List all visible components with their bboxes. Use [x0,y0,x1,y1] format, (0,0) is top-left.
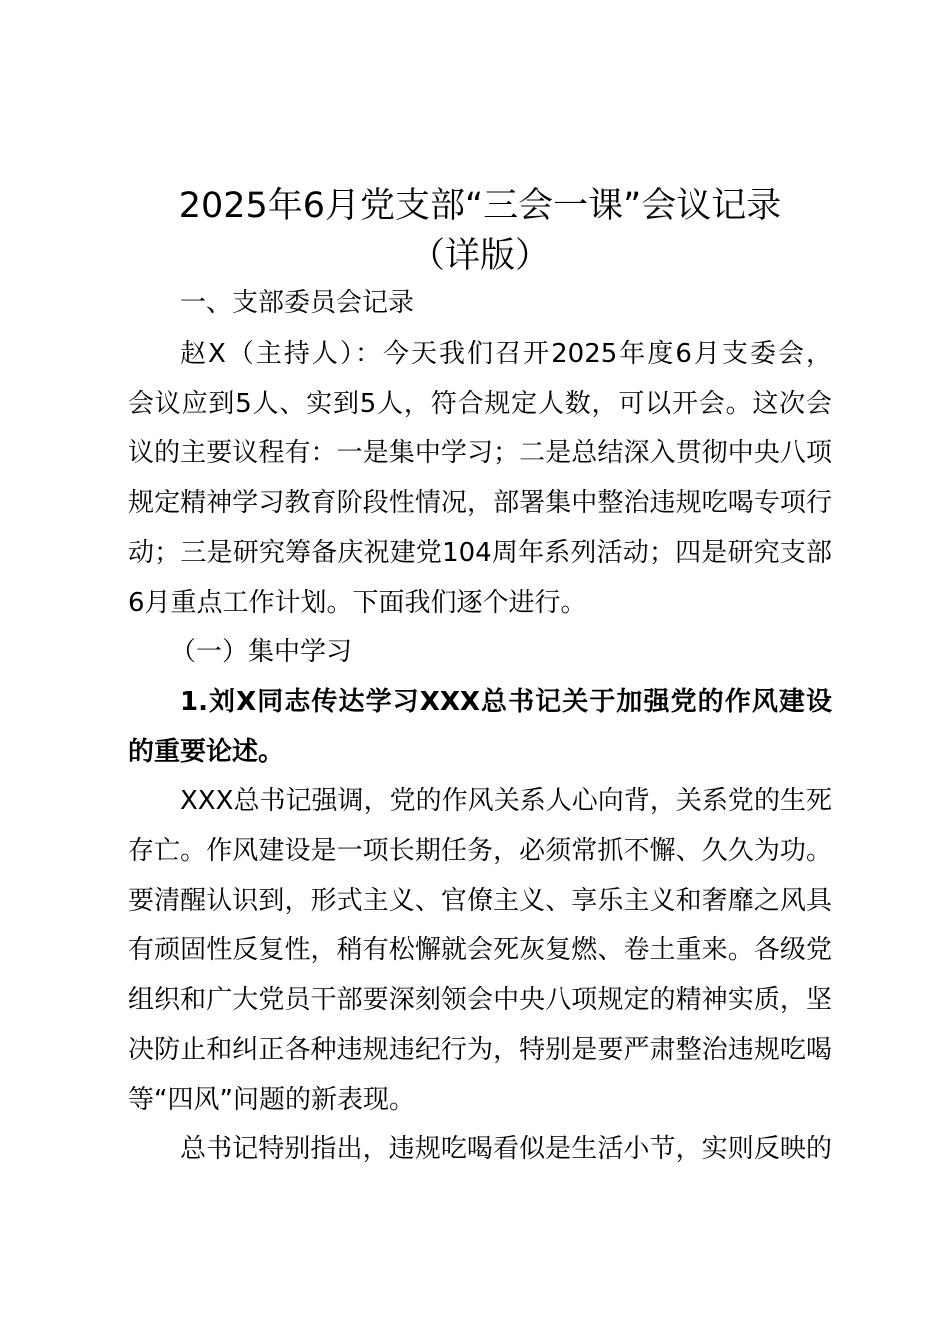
document-title: 2025年6月党支部“三会一课”会议记录 [178,186,782,226]
paragraph-line: 要清醒认识到，形式主义、官僚主义、享乐主义和奢靡之风具 [128,886,832,916]
paragraph-line: 组织和广大党员干部要深刻领会中央八项规定的精神实质，坚 [128,985,832,1015]
paragraph-line: 6月重点工作计划。下面我们逐个进行。 [128,588,587,618]
subsection-heading-study: （一）集中学习 [170,637,353,667]
paragraph-line: 有顽固性反复性，稍有松懈就会死灰复燃、卷土重来。各级党 [128,935,832,965]
document-subtitle: （详版） [409,236,550,276]
paragraph-line: 赵X（主持人）：今天我们召开2025年度6月支委会， [180,339,832,369]
paragraph-line: XXX总书记强调，党的作风关系人心向背，关系党的生死 [180,786,832,816]
bold-item-heading: 的重要论述。 [128,737,285,767]
paragraph-line: 会议应到5人、实到5人，符合规定人数，可以开会。这次会 [128,389,832,419]
paragraph-line: 规定精神学习教育阶段性情况，部署集中整治违规吃喝专项行 [128,488,832,518]
paragraph-line: 议的主要议程有：一是集中学习；二是总结深入贯彻中央八项 [128,438,832,468]
bold-item-heading: 1.刘X同志传达学习XXX总书记关于加强党的作风建设 [180,687,832,717]
section-heading-committee-record: 一、支部委员会记录 [180,288,415,318]
paragraph-line: 动；三是研究筹备庆祝建党104周年系列活动；四是研究支部 [128,538,832,568]
paragraph-line: 等“四风”问题的新表现。 [128,1085,415,1115]
paragraph-line: 存亡。作风建设是一项长期任务，必须常抓不懈、久久为功。 [128,836,832,866]
paragraph-line: 总书记特别指出，违规吃喝看似是生活小节，实则反映的 [180,1134,832,1164]
paragraph-line: 决防止和纠正各种违规违纪行为，特别是要严肃整治违规吃喝 [128,1035,832,1065]
